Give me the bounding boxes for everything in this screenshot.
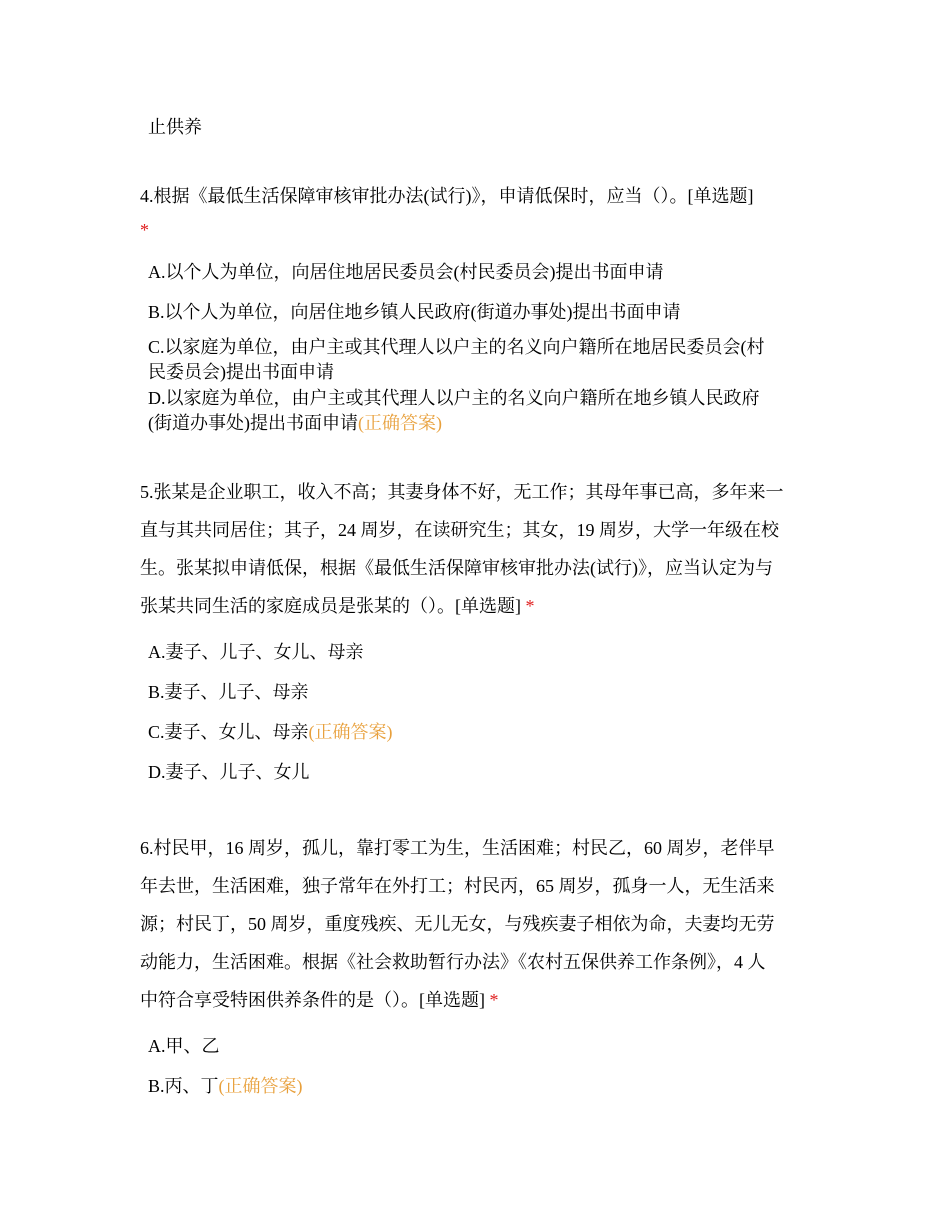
- question-stem-line2: 年去世，生活困难，独子常年在外打工；村民丙，65 周岁，孤身一人，无生活来: [140, 876, 775, 896]
- option-b[interactable]: B.以个人为单位，向居住地乡镇人民政府(街道办事处)提出书面申请: [148, 302, 681, 322]
- question-stem-line4: 动能力，生活困难。根据《社会救助暂行办法》《农村五保供养工作条例》，4 人: [140, 952, 766, 972]
- question-stem-line1: 5.张某是企业职工，收入不高；其妻身体不好，无工作；其母年事已高，多年来一: [140, 482, 784, 502]
- option-text: B.丙、丁: [148, 1076, 219, 1096]
- question-stem-line5: [140, 988, 499, 1012]
- option-text: C.妻子、女儿、母亲: [148, 722, 309, 742]
- option-d-line2[interactable]: [148, 411, 442, 435]
- question-stem: 4.根据《最低生活保障审核审批办法(试行)》，申请低保时，应当（）。[单选题]: [140, 186, 754, 206]
- required-asterisk: *: [140, 220, 149, 240]
- option-c[interactable]: [148, 720, 393, 744]
- question-stem-line3: 源；村民丁，50 周岁，重度残疾、无儿无女，与残疾妻子相依为命，夫妻均无劳: [140, 914, 775, 934]
- question-stem-line2: 直与其共同居住；其子，24 周岁，在读研究生；其女，19 周岁，大学一年级在校: [140, 520, 779, 540]
- correct-answer-marker: (正确答案): [218, 1076, 303, 1096]
- continued-text: 止供养: [148, 117, 202, 137]
- stem-text: 中符合享受特困供养条件的是（）。[单选题]: [140, 990, 485, 1010]
- option-d-line1[interactable]: D.以家庭为单位，由户主或其代理人以户主的名义向户籍所在地乡镇人民政府: [148, 388, 760, 408]
- option-b[interactable]: [148, 1074, 303, 1098]
- option-a[interactable]: A.甲、乙: [148, 1036, 220, 1056]
- option-d[interactable]: D.妻子、儿子、女儿: [148, 762, 310, 782]
- question-stem-line1: 6.村民甲，16 周岁，孤儿，靠打零工为生，生活困难；村民乙，60 周岁，老伴早: [140, 838, 775, 858]
- correct-answer-marker: (正确答案): [308, 722, 393, 742]
- stem-text: 张某共同生活的家庭成员是张某的（）。[单选题]: [140, 596, 521, 616]
- required-asterisk: *: [489, 990, 499, 1010]
- required-asterisk: *: [525, 596, 535, 616]
- question-stem-line3: 生。张某拟申请低保，根据《最低生活保障审核审批办法(试行)》，应当认定为与: [140, 558, 773, 578]
- option-text: (街道办事处)提出书面申请: [148, 413, 358, 433]
- option-a[interactable]: A.妻子、儿子、女儿、母亲: [148, 642, 364, 662]
- option-b[interactable]: B.妻子、儿子、母亲: [148, 682, 309, 702]
- correct-answer-marker: (正确答案): [358, 413, 442, 433]
- question-stem-line4: [140, 594, 535, 618]
- option-a[interactable]: A.以个人为单位，向居住地居民委员会(村民委员会)提出书面申请: [148, 262, 664, 282]
- option-c-line2[interactable]: 民委员会)提出书面申请: [148, 362, 334, 382]
- option-c-line1[interactable]: C.以家庭为单位，由户主或其代理人以户主的名义向户籍所在地居民委员会(村: [148, 337, 765, 357]
